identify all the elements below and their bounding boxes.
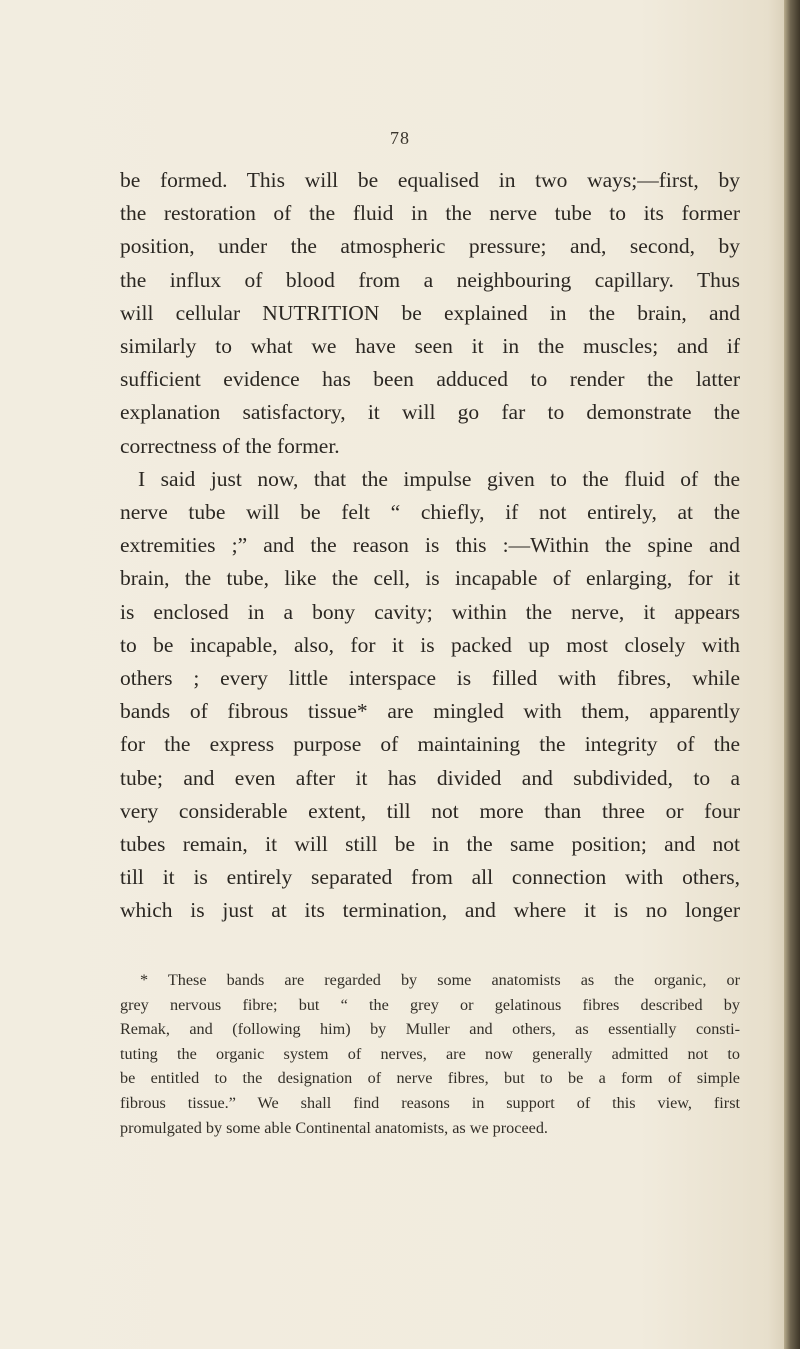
footnote-line: fibrous tissue.” We shall find reasons in support of this view, first [120,1093,740,1112]
text-line: till it is entirely separated from all connection with others, [120,865,740,890]
text-line: extremities ;” and the reason is this :—Within the spine and [120,533,740,558]
body-text [120,164,740,928]
text-line: very considerable extent, till not more than three or four [120,798,740,823]
text-line: brain, the tube, like the cell, is incapable of enlarging, for it [120,566,740,591]
text-line: nerve tube will be felt “ chiefly, if not entirely, at the [120,500,740,525]
footnote-line: be entitled to the designation of nerve fibres, but to be a form of simple [120,1069,740,1088]
text-line: will cellular NUTRITION be explained in the brain, and [120,300,740,325]
text-line: tubes remain, it will still be in the same position; and not [120,832,740,857]
footnote-line: tuting the organic system of nerves, are now generally admitted not to [120,1044,740,1063]
text-line: tube; and even after it has divided and subdivided, to a [120,765,740,790]
text-line: sufficient evidence has been adduced to render the latter [120,367,740,392]
page-number: 78 [390,128,410,148]
text-line: correctness of the former. [120,433,340,458]
page-edge-shadow [784,0,800,1349]
text-line: to be incapable, also, for it is packed up most closely with [120,632,740,657]
text-line: which is just at its termination, and where it is no longer [120,898,740,923]
text-line: bands of fibrous tissue* are mingled with them, apparently [120,699,740,724]
footnote-line: * These bands are regarded by some anatomists as the organic, or [140,971,740,989]
footnote-line: promulgated by some able Continental anatomists, as we proceed. [120,1118,548,1137]
text-line: I said just now, that the impulse given to the fluid of the [138,466,740,491]
text-line: for the express purpose of maintaining the integrity of the [120,732,740,757]
text-line: is enclosed in a bony cavity; within the nerve, it appears [120,599,740,624]
text-line: others ; every little interspace is filled with fibres, while [120,666,740,691]
text-line: explanation satisfactory, it will go far to demonstrate the [120,400,740,425]
footnote [120,968,740,1140]
text-line: the restoration of the fluid in the nerve tube to its former [120,201,740,226]
text-line: position, under the atmospheric pressure; and, second, by [120,234,740,259]
text-line: be formed. This will be equalised in two ways;—first, by [120,168,740,192]
footnote-line: Remak, and (following him) by Muller and others, as essentially consti- [120,1020,740,1039]
text-line: the influx of blood from a neighbouring capillary. Thus [120,267,740,292]
footnote-line: grey nervous fibre; but “ the grey or gelatinous fibres described by [120,995,740,1014]
text-line: similarly to what we have seen it in the muscles; and if [120,334,740,359]
